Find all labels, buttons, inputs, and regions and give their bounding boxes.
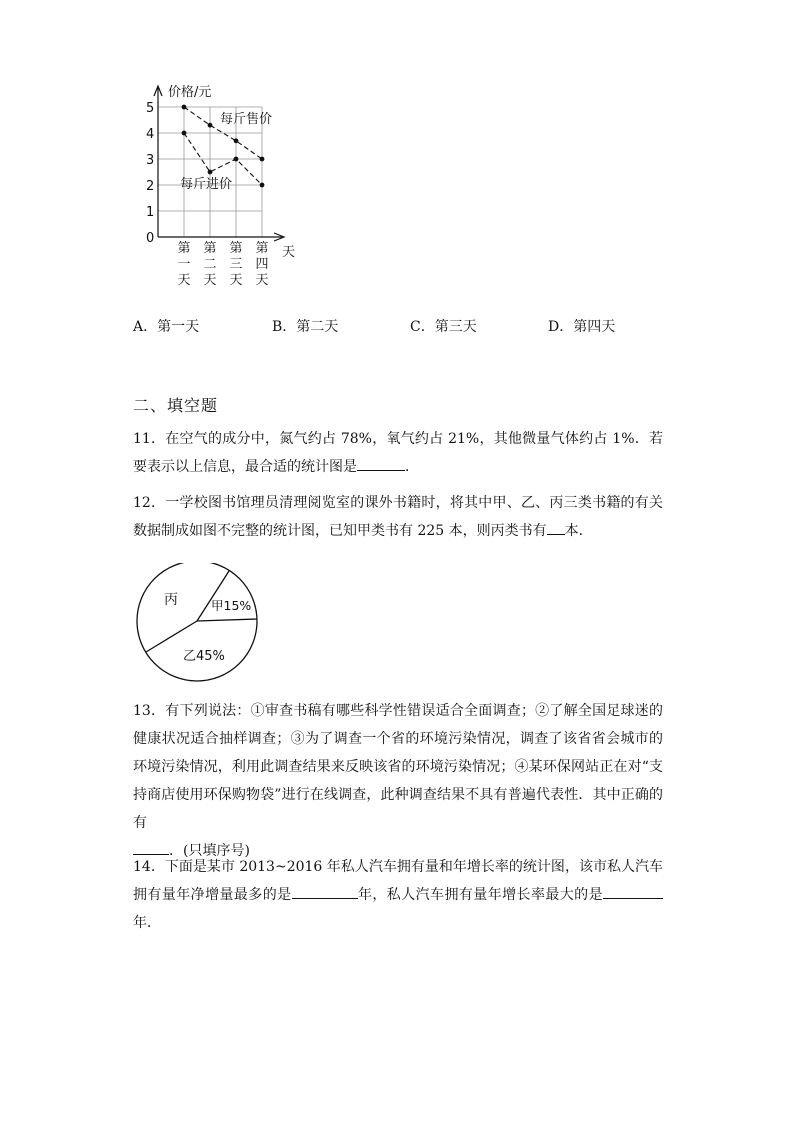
series-label-buy: 每斤进价	[180, 177, 233, 192]
section-title: 二、填空题	[133, 396, 219, 415]
question-12: 12．一学校图书馆理员清理阅览室的课外书籍时，将其中甲、乙、丙三类书籍的有关数据制成如图不完整的统计图，已知甲类书有 225 本，则丙类书有 本．	[133, 495, 663, 539]
option-d[interactable]: D．第四天	[548, 319, 616, 335]
y-tick-0: 0	[146, 231, 155, 246]
category-label-1-char-3: 天	[177, 273, 191, 288]
series-2-point-4	[260, 183, 265, 188]
y-axis-label: 价格/元	[168, 85, 212, 100]
pie-divider-jia-yi	[197, 619, 257, 621]
series-2-point-2	[208, 170, 213, 175]
y-tick-1: 1	[146, 205, 155, 220]
y-tick-5: 5	[146, 101, 155, 116]
answer-blank-11[interactable]	[357, 456, 405, 471]
category-label-4-char-2: 四	[255, 257, 269, 272]
chart-axes	[154, 86, 284, 241]
y-tick-3: 3	[146, 153, 155, 168]
series-2-point-3	[234, 157, 239, 162]
option-a[interactable]: A．第一天	[133, 319, 200, 335]
y-tick-2: 2	[146, 179, 155, 194]
category-label-1-char-1: 第	[177, 241, 191, 256]
pie-label-bing: 丙	[164, 592, 178, 608]
category-label-2-char-2: 二	[203, 257, 217, 272]
category-label-3-char-3: 天	[229, 273, 243, 288]
book-pie-chart	[130, 563, 270, 683]
answer-blank-12[interactable]	[547, 520, 565, 535]
series-label-sell: 每斤售价	[220, 112, 273, 127]
pie-divider-yi-bing	[146, 621, 197, 652]
pie-divider-jia-bing	[197, 571, 229, 621]
series-1-point-2	[208, 123, 213, 128]
question-13: 13．有下列说法：①审查书稿有哪些科学性错误适合全面调查；②了解全国足球迷的健康状况适合抽样调查；③为了调查一个省的环境污染情况，调查了该省省会城市的环境污染情况，利用此调查结果来反映该省的环境污染情况；④某环保网站正在对“支持商店使用环保购物袋”进行在线调查，此种调查结果不具有普遍代表性．其中正确的有 ．(只填序号)	[133, 703, 663, 859]
x-axis-label: 天	[282, 245, 296, 260]
pie-label-jia: 甲15%	[211, 598, 252, 613]
y-tick-4: 4	[146, 127, 155, 142]
series-2-point-1	[182, 131, 187, 136]
series-1-point-3	[234, 138, 239, 143]
series-1-point-4	[260, 157, 265, 162]
answer-options	[133, 316, 693, 338]
category-label-3-char-1: 第	[229, 241, 243, 256]
question-11: 11．在空气的成分中，氮气约占 78%，氧气约占 21%，其他微量气体约占 1%．若要表示以上信息，最合适的统计图是 ．	[133, 431, 663, 475]
category-label-1-char-2: 一	[177, 257, 191, 272]
category-label-4-char-1: 第	[255, 241, 269, 256]
series-1-point-1	[182, 105, 187, 110]
category-label-2-char-3: 天	[203, 273, 217, 288]
price-line-chart	[0, 0, 340, 300]
answer-blank-14a[interactable]	[292, 884, 358, 899]
question-14: 14．下面是某市 2013~2016 年私人汽车拥有量和年增长率的统计图，该市私人汽车拥有量年净增量最多的是 年，私人汽车拥有量年增长率最大的是年．	[133, 859, 663, 931]
chart-tick-labels	[146, 101, 154, 246]
pie-label-yi: 乙45%	[183, 649, 225, 664]
answer-blank-14b[interactable]	[603, 884, 663, 899]
option-c[interactable]: C．第三天	[410, 319, 477, 335]
option-b[interactable]: B．第二天	[272, 319, 339, 335]
category-label-3-char-2: 三	[229, 257, 243, 272]
chart-category-labels	[177, 241, 268, 288]
category-label-4-char-3: 天	[255, 273, 269, 288]
category-label-2-char-1: 第	[203, 241, 217, 256]
